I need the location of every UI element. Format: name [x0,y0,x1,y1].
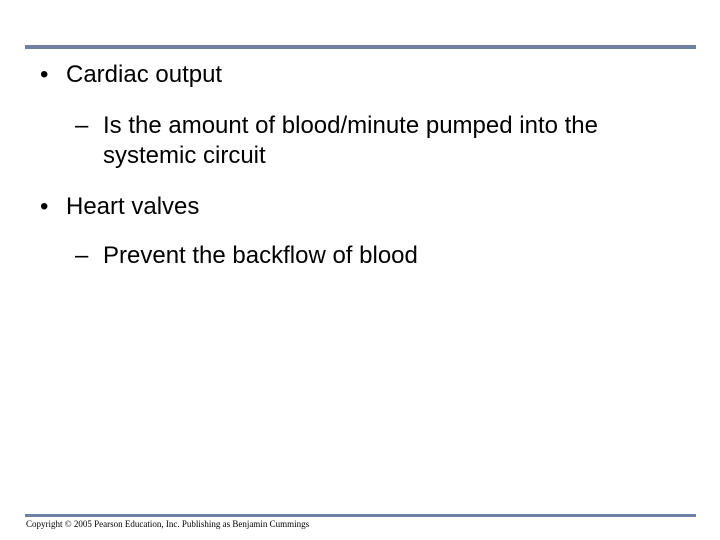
sub-bullet-text: Is the amount of blood/minute pumped into the systemic circuit [103,112,598,169]
sub-bullet-text: Prevent the backflow of blood [103,242,418,269]
sub-bullet-cardiac-output-definition [75,111,695,171]
sub-bullet-heart-valves-definition [75,241,695,271]
bullet-text: Cardiac output [66,61,223,88]
copyright-footer: Copyright © 2005 Pearson Education, Inc. Publishing as Benjamin Cummings [26,519,310,529]
bottom-divider [25,514,696,517]
sub-bullet-marker: – [75,242,89,269]
bullet-marker: • [40,61,49,88]
bullet-cardiac-output [40,60,222,90]
sub-bullet-marker: – [75,112,89,139]
bullet-marker: • [40,193,49,220]
bullet-text: Heart valves [66,193,200,220]
bullet-heart-valves [40,192,199,222]
